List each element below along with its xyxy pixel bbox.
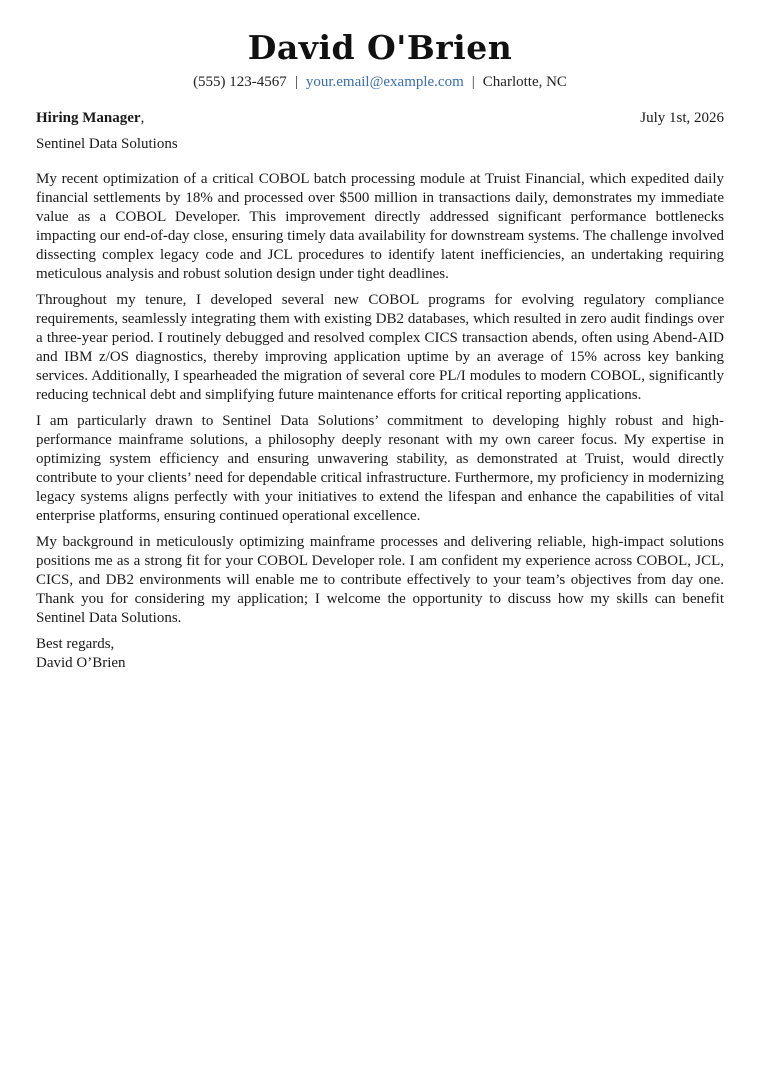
recipient-line: [36, 109, 144, 127]
recipient-name: Hiring Manager: [36, 110, 141, 126]
applicant-name: David O'Brien: [247, 28, 513, 67]
contact-separator: |: [471, 74, 475, 90]
body-paragraph: Throughout my tenure, I developed several new COBOL programs for evolving regulatory compliance requirements, seamlessly integrating them with existing DB2 databases, which resulted in zero audit findings over a three-year period. I routinely debugged and resolved complex CICS transaction abends, often using Abend-AID and IBM z/OS diagnostics, thereby improving application uptime by an average of 15% across key banking services. Additionally, I spearheaded the migration of several core PL/I modules to modern COBOL, significantly reducing technical debt and simplifying future maintenance efforts for critical reporting applications.: [36, 292, 724, 403]
location: Charlotte, NC: [482, 74, 567, 90]
recipient-name-suffix: ,: [140, 110, 145, 126]
closing-salutation: Best regards,: [36, 636, 115, 652]
body-paragraph: I am particularly drawn to Sentinel Data Solutions’ commitment to developing highly robust and high-performance mainframe solutions, a philosophy deeply resonant with my own career focus. My expertise in optimizing system efficiency and ensuring unwavering stability, as demonstrated at Truist, would directly contribute to your clients’ need for dependable critical infrastructure. Furthermore, my proficiency in modernizing legacy systems aligns perfectly with your initiatives to extend the lifespan and enhance the capabilities of vital enterprise platforms, ensuring continued operational excellence.: [36, 413, 724, 524]
contact-line: [36, 73, 724, 91]
letter-body: [36, 170, 724, 628]
recipient-company: Sentinel Data Solutions: [36, 136, 178, 152]
body-paragraph: My recent optimization of a critical COBOL batch processing module at Truist Financial, which expedited daily financial settlements by 18% and processed over $500 million in transactions daily, demonstrates my immediate value as a COBOL Developer. This improvement directly addressed significant performance bottlenecks impacting our end-of-day close, ensuring timely data availability for downstream systems. The challenge involved dissecting complex legacy code and JCL procedures to identify latent inefficiencies, an undertaking requiring meticulous analysis and robust solution design under tight deadlines.: [36, 171, 724, 282]
cover-letter-page: [36, 0, 724, 673]
letter-date: July 1st, 2026: [640, 110, 724, 126]
phone-number: (555) 123-4567: [193, 74, 287, 90]
body-paragraph: My background in meticulously optimizing mainframe processes and delivering reliable, high-impact solutions positions me as a strong fit for your COBOL Developer role. I am confident my experience across COBOL, JCL, CICS, and DB2 environments will enable me to contribute effectively to your team’s objectives from day one. Thank you for considering my application; I welcome the opportunity to discuss how my skills can benefit Sentinel Data Solutions.: [36, 534, 724, 626]
email-link[interactable]: your.email@example.com: [305, 74, 464, 90]
letter-closing: [36, 635, 724, 673]
contact-separator: |: [294, 74, 298, 90]
recipient-date-row: [36, 109, 724, 127]
closing-signature: David O’Brien: [36, 655, 126, 671]
